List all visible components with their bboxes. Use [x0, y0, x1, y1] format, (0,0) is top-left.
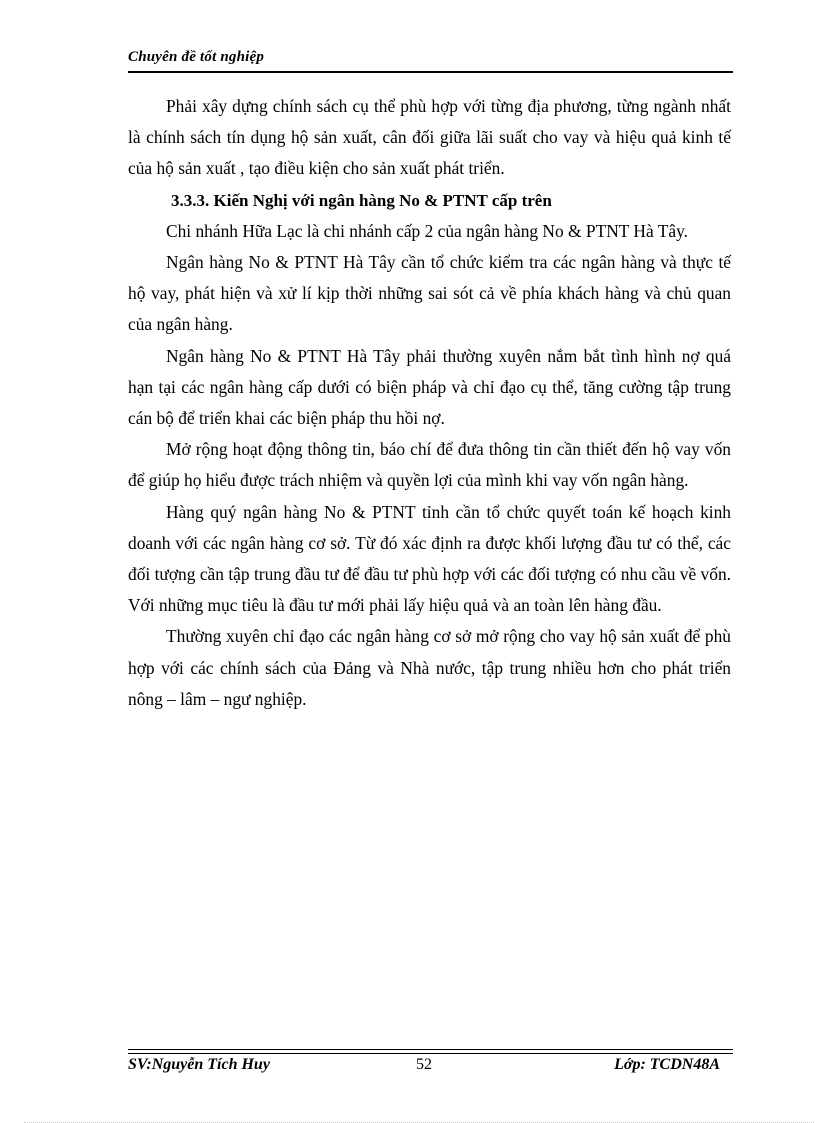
paragraph: Ngân hàng No & PTNT Hà Tây cần tổ chức kiểm tra các ngân hàng và thực tế hộ vay, phát hiện và xử lí kịp thời những sai sót cả về phía khách hàng và chủ quan của ngân hàng. — [128, 252, 731, 335]
footer-author: SV:Nguyễn Tích Huy — [128, 1056, 270, 1073]
page-number: 52 — [416, 1056, 432, 1073]
paragraph: Ngân hàng No & PTNT Hà Tây phải thường xuyên nắm bắt tình hình nợ quá hạn tại các ngân hàng cấp dưới có biện pháp và chỉ đạo cụ thể, tăng cường tập trung cán bộ để triển khai các biện pháp thu hồi nợ. — [128, 345, 731, 429]
paragraph: Chi nhánh Hữa Lạc là chi nhánh cấp 2 của ngân hàng No & PTNT Hà Tây. — [166, 220, 688, 241]
footer-divider — [128, 1049, 733, 1054]
paragraph: Thường xuyên chỉ đạo các ngân hàng cơ sở mở rộng cho vay hộ sản xuất để phù hợp với các chính sách của Đảng và Nhà nước, tập trung nhiều hơn cho phát triển nông – lâm – ngư nghiệp. — [128, 626, 731, 709]
section-heading: 3.3.3. Kiến Nghị với ngân hàng No & PTNT cấp trên — [171, 190, 552, 210]
paragraph: Mở rộng hoạt động thông tin, báo chí để đưa thông tin cần thiết đến hộ vay vốn để giúp họ hiểu được trách nhiệm và quyền lợi của mình khi vay vốn ngân hàng. — [128, 439, 731, 491]
paragraph: Phải xây dựng chính sách cụ thể phù hợp với từng địa phương, từng ngành nhất là chính sách tín dụng hộ sản xuất, cân đối giữa lãi suất cho vay và hiệu quả kinh tế của hộ sản xuất , tạo điều kiện cho sản xuất phát triển. — [128, 96, 731, 179]
document-body — [128, 91, 731, 715]
footer-class-label: Lớp: TCDN48A — [614, 1056, 720, 1073]
header-title: Chuyên đề tốt nghiệp — [128, 49, 265, 65]
paragraph: Hàng quý ngân hàng No & PTNT tỉnh cần tổ chức quyết toán kế hoạch kinh doanh với các ngân hàng cơ sở. Từ đó xác định ra được khối lượng đầu tư có thể, các đối tượng cần tập trung đầu tư để đầu tư phù hợp với các đối tượng có nhu cầu về vốn. Với những mục tiêu là đầu tư mới phải lấy hiệu quả và an toàn lên hàng đầu. — [128, 501, 731, 616]
page-header — [128, 49, 733, 73]
page-footer — [128, 1049, 733, 1077]
